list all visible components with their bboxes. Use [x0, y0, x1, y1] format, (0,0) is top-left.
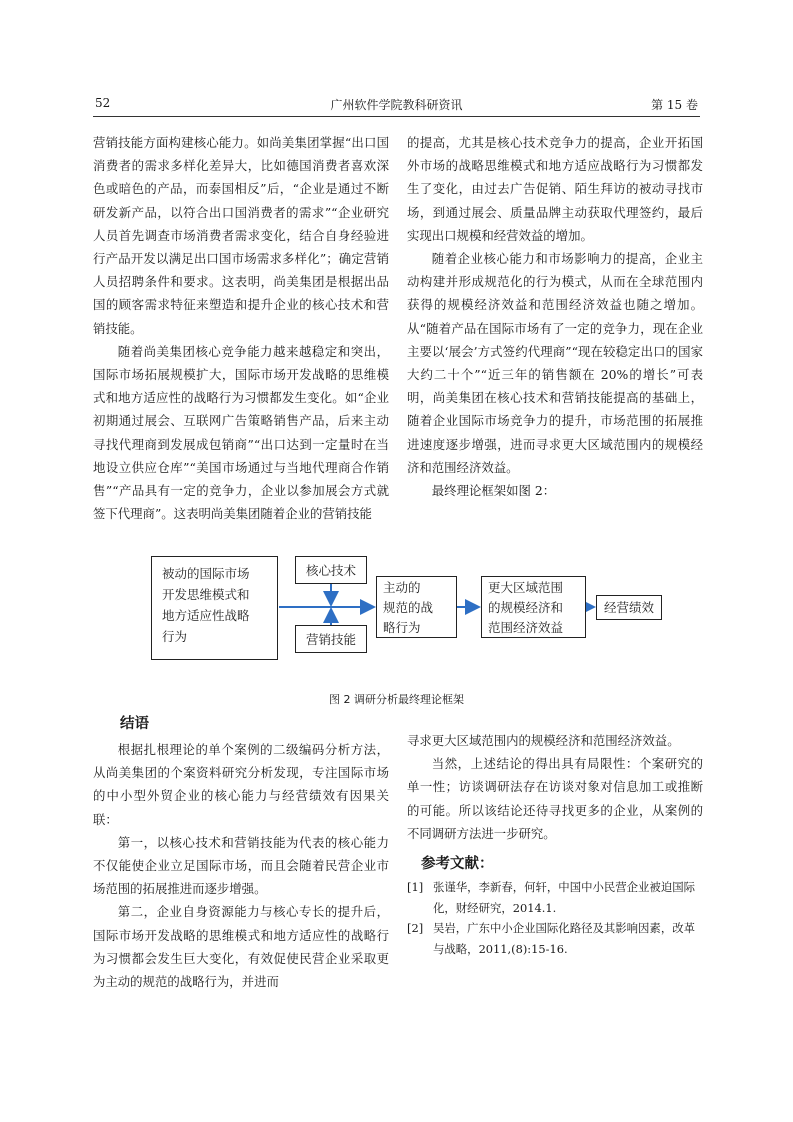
paragraph: 第二，企业自身资源能力与核心专长的提升后，国际市场开发战略的思维模式和地方适应性的战略行为习惯都会发生巨大变化，有效促使民营企业采取更为主动的规范的战略行为，并进而: [93, 904, 389, 990]
reference-item: [407, 918, 703, 959]
column-right-bottom: [407, 729, 703, 845]
reference-item: [407, 877, 703, 918]
page-number: 52: [95, 96, 111, 110]
reference-number: [1]: [407, 880, 424, 894]
scale-economy-box: 更大区域范围 的规模经济和 范围经济效益: [481, 576, 586, 638]
volume-label: 第 15 卷: [651, 98, 698, 112]
figure-caption: 图 2 调研分析最终理论框架: [329, 693, 464, 706]
running-header: [93, 94, 700, 117]
column-left-bottom: [93, 738, 389, 993]
figure-intro: 最终理论框架如图 2：: [431, 483, 556, 499]
conclusion-heading: 结语: [120, 716, 149, 732]
core-technology-box: 核心技术: [295, 556, 367, 584]
reference-number: [2]: [407, 921, 424, 935]
paragraph: 当然，上述结论的得出具有局限性：个案研究的单一性；访谈调研法存在访谈对象对信息加工或推断的可能。所以该结论还待寻找更多的企业，从案例的不同调研方法进一步研究。: [407, 756, 703, 841]
reference-list: [407, 877, 703, 959]
paragraph: 的提高，尤其是核心技术竞争力的提高，企业开拓国外市场的战略思维模式和地方适应战略行为习惯都发生了变化，由过去广告促销、陌生拜访的被动寻找市场，到通过展会、质量品牌主动获取代理签约，最后实现出口规模和经营效益的增加。: [407, 135, 703, 243]
reference-text: 张谨华，李新春，何轩，中国中小民营企业被迫国际化，财经研究，2014.1.: [433, 880, 695, 915]
paragraph: 第一，以核心技术和营销技能为代表的核心能力不仅能使企业立足国际市场，而且会随着民营企业市场范围的拓展推进而逐步增强。: [93, 834, 389, 897]
paragraph: 随着尚美集团核心竞争能力越来越稳定和突出，国际市场拓展规模扩大，国际市场开发战略的思维模式和地方适应性的战略行为习惯都发生变化。如“企业初期通过展会、互联网广告策略销售产品，后来主动寻找代理商到发展成包销商”“出口达到一定量时在当地设立供应仓库”“美国市场通过与当地代理商合作销售”“产品具有一定的竞争力，企业以参加展会方式就签下代理商”。这表明尚美集团随着企业的营销技能: [93, 343, 389, 522]
passive-strategy-box: 被动的国际市场 开发思维模式和 地方适应性战略 行为: [151, 556, 278, 660]
column-left-top: [93, 131, 389, 525]
marketing-skills-box: 营销技能: [295, 625, 367, 653]
paragraph: 随着企业核心能力和市场影响力的提高，企业主动构建并形成规范化的行为模式，从而在全球范围内获得的规模经济效益和范围经济效益也随之增加。从“随着产品在国际市场有了一定的竞争力，现在企业主要以‘展会’方式签约代理商”“现在较稳定出口的国家大约二十个”“近三年的销售额在 20%的增长”可表明，尚美集团在核心技术和营销技能提高的基础上，随着企业国际市场竞争力的提升，市场范围的拓展推进速度逐步增强，进而寻求更大区域范围内的规模经济和范围经济效益。: [407, 251, 703, 475]
paragraph: 寻求更大区域范围内的规模经济和范围经济效益。: [407, 733, 680, 748]
paragraph: 营销技能方面构建核心能力。如尚美集团掌握“出口国消费者的需求多样化差异大，比如德国消费者喜欢深色或暗色的产品，而泰国相反”后，“企业是通过不断研发新产品，以符合出口国消费者的需求”“企业研究人员首先调查市场消费者需求变化，结合自身经验进行产品开发以满足出口国市场需求多样化”；确定营销人员招聘条件和要求。这表明，尚美集团是根据出品国的顾客需求特征来塑造和提升企业的核心技术和营销技能。: [93, 135, 389, 336]
column-right-top: [407, 131, 703, 502]
reference-text: 吴岩，广东中小企业国际化路径及其影响因素，改革与战略，2011,(8):15-16.: [433, 921, 695, 956]
framework-diagram: [150, 553, 670, 681]
performance-box: 经营绩效: [596, 595, 662, 620]
active-strategy-box: 主动的 规范的战 略行为: [376, 576, 457, 638]
references-heading: 参考文献：: [421, 856, 494, 872]
journal-title: 广州软件学院教科研资讯: [330, 98, 463, 112]
paragraph: 根据扎根理论的单个案例的二级编码分析方法，从尚美集团的个案资料研究分析发现，专注国际市场的中小型外贸企业的核心能力与经营绩效有因果关联：: [93, 742, 389, 827]
